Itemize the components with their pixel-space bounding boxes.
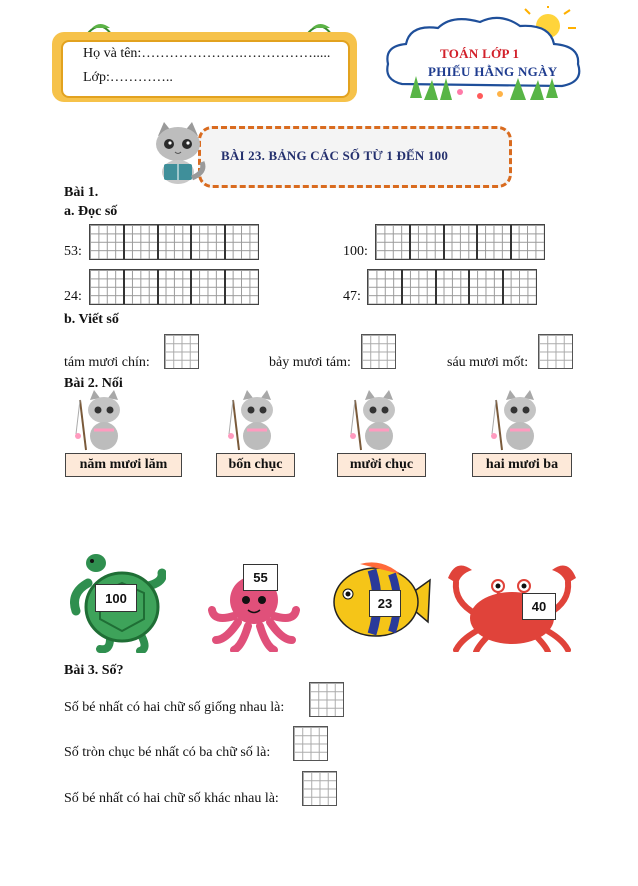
- student-info-card: [52, 22, 357, 102]
- number-card-40[interactable]: 40: [522, 593, 556, 620]
- write-item-61: sáu mươi mốt:: [447, 355, 529, 370]
- worksheet-subtitle: PHIẾU HẰNG NGÀY: [428, 64, 558, 79]
- write-answer-box[interactable]: [361, 334, 396, 369]
- word-card-55[interactable]: năm mươi lăm: [65, 453, 182, 477]
- ex2-heading: Bài 2. Nối: [64, 376, 123, 391]
- ex1-heading: Bài 1.: [64, 185, 99, 200]
- name-line[interactable]: Họ và tên:………………….…………….....: [83, 46, 331, 61]
- answer-box-3[interactable]: [302, 771, 337, 806]
- word-card-40[interactable]: bốn chục: [216, 453, 295, 477]
- read-answer-grid-100[interactable]: [375, 224, 545, 260]
- ex3-heading: Bài 3. Số?: [64, 663, 124, 678]
- subject-title: TOÁN LỚP 1: [440, 46, 520, 61]
- fishing-cat-icon: [223, 390, 279, 454]
- fishing-cat-icon: [70, 390, 126, 454]
- answer-box-1[interactable]: [309, 682, 344, 717]
- word-card-100[interactable]: mười chục: [337, 453, 426, 477]
- fishing-cat-icon: [486, 390, 542, 454]
- write-answer-box[interactable]: [538, 334, 573, 369]
- word-card-23[interactable]: hai mươi ba: [472, 453, 572, 477]
- reading-cat-icon: [148, 122, 208, 186]
- read-item-53: 53:: [64, 244, 82, 259]
- ex1-part-a: a. Đọc số: [64, 204, 118, 219]
- question-3: Số bé nhất có hai chữ số khác nhau là:: [64, 791, 279, 806]
- class-line[interactable]: Lớp:…………..: [83, 70, 173, 85]
- read-item-100: 100:: [343, 244, 368, 259]
- write-item-78: bảy mươi tám:: [269, 355, 351, 370]
- read-answer-grid-47[interactable]: [367, 269, 537, 305]
- read-item-47: 47:: [343, 289, 361, 304]
- card-body: [61, 40, 350, 98]
- fishing-cat-icon: [345, 390, 401, 454]
- ex1-part-b: b. Viết số: [64, 312, 119, 327]
- title-cloud: [380, 6, 592, 104]
- lesson-banner: [198, 126, 512, 188]
- number-card-55[interactable]: 55: [243, 564, 278, 591]
- number-card-100[interactable]: 100: [95, 584, 137, 612]
- read-answer-grid-24[interactable]: [89, 269, 259, 305]
- write-answer-box[interactable]: [164, 334, 199, 369]
- number-card-23[interactable]: 23: [369, 590, 401, 617]
- read-item-24: 24:: [64, 289, 82, 304]
- read-answer-grid-53[interactable]: [89, 224, 259, 260]
- lesson-title: BÀI 23. BẢNG CÁC SỐ TỪ 1 ĐẾN 100: [221, 148, 449, 163]
- answer-box-2[interactable]: [293, 726, 328, 761]
- question-1: Số bé nhất có hai chữ số giống nhau là:: [64, 700, 285, 715]
- question-2: Số tròn chục bé nhất có ba chữ số là:: [64, 745, 271, 760]
- crab-icon: [446, 556, 578, 652]
- write-item-89: tám mươi chín:: [64, 355, 150, 370]
